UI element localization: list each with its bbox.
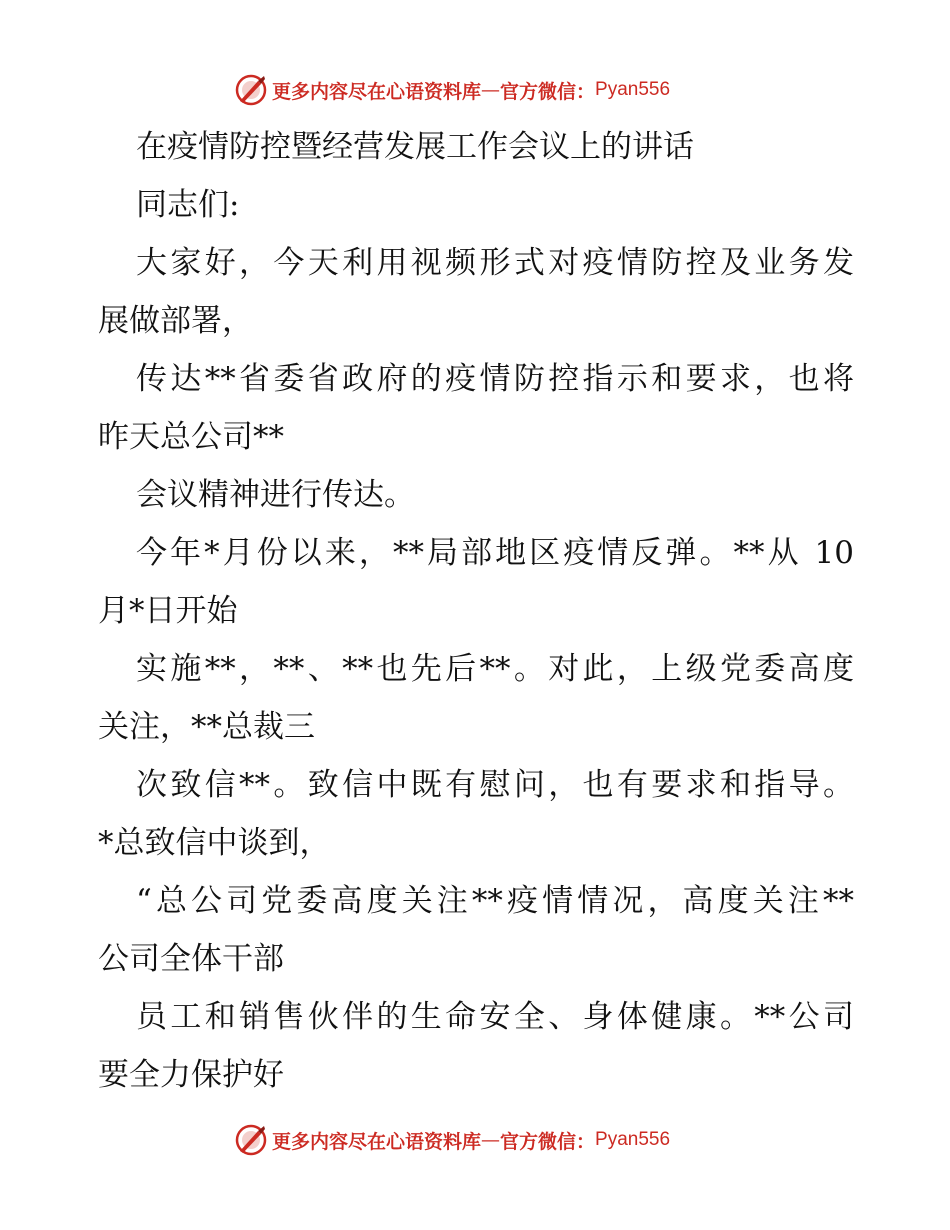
watermark-wechat-id: Pyan556: [595, 79, 671, 100]
paragraph-line: 要全力保护好: [98, 1057, 284, 1093]
watermark-wechat-label: 官方微信：: [500, 80, 596, 103]
watermark-dash: —: [481, 1129, 501, 1151]
quill-logo-icon: [234, 1123, 268, 1157]
paragraph-line: 传达**省委省政府的疫情防控指示和要求，也将: [136, 361, 854, 397]
watermark-dash: —: [481, 79, 501, 101]
paragraph-line: 今年*月份以来，**局部地区疫情反弹。**从 10: [136, 535, 854, 571]
salutation: 同志们:: [136, 187, 240, 223]
document-body: [98, 118, 854, 1104]
paragraph-line: 展做部署，: [98, 303, 253, 339]
quill-logo-icon: [234, 73, 268, 107]
paragraph-line: 实施**，**、**也先后**。对此，上级党委高度: [136, 651, 854, 687]
paragraph-line: 员工和销售伙伴的生命安全、身体健康。**公司: [136, 999, 854, 1035]
footer-watermark: [234, 1122, 734, 1158]
paragraph-line: 月*日开始: [98, 593, 238, 629]
document-title: 在疫情防控暨经营发展工作会议上的讲话: [136, 129, 694, 165]
paragraph-line: 次致信**。致信中既有慰问，也有要求和指导。: [136, 767, 854, 803]
paragraph-line: 大家好，今天利用视频形式对疫情防控及业务发: [136, 245, 854, 281]
paragraph-line: *总致信中谈到，: [98, 825, 331, 861]
paragraph-line: 关注，**总裁三: [98, 709, 315, 745]
paragraph-line: 会议精神进行传达。: [136, 477, 415, 513]
paragraph-line: 昨天总公司**: [98, 419, 284, 455]
watermark-wechat-label: 官方微信：: [500, 1130, 596, 1153]
header-watermark: [234, 72, 734, 108]
watermark-site-text: 更多内容尽在心语资料库: [272, 80, 482, 103]
paragraph-line: “总公司党委高度关注**疫情情况，高度关注**: [136, 883, 854, 919]
watermark-site-text: 更多内容尽在心语资料库: [272, 1130, 482, 1153]
watermark-wechat-id: Pyan556: [595, 1129, 671, 1150]
paragraph-line: 公司全体干部: [98, 941, 284, 977]
